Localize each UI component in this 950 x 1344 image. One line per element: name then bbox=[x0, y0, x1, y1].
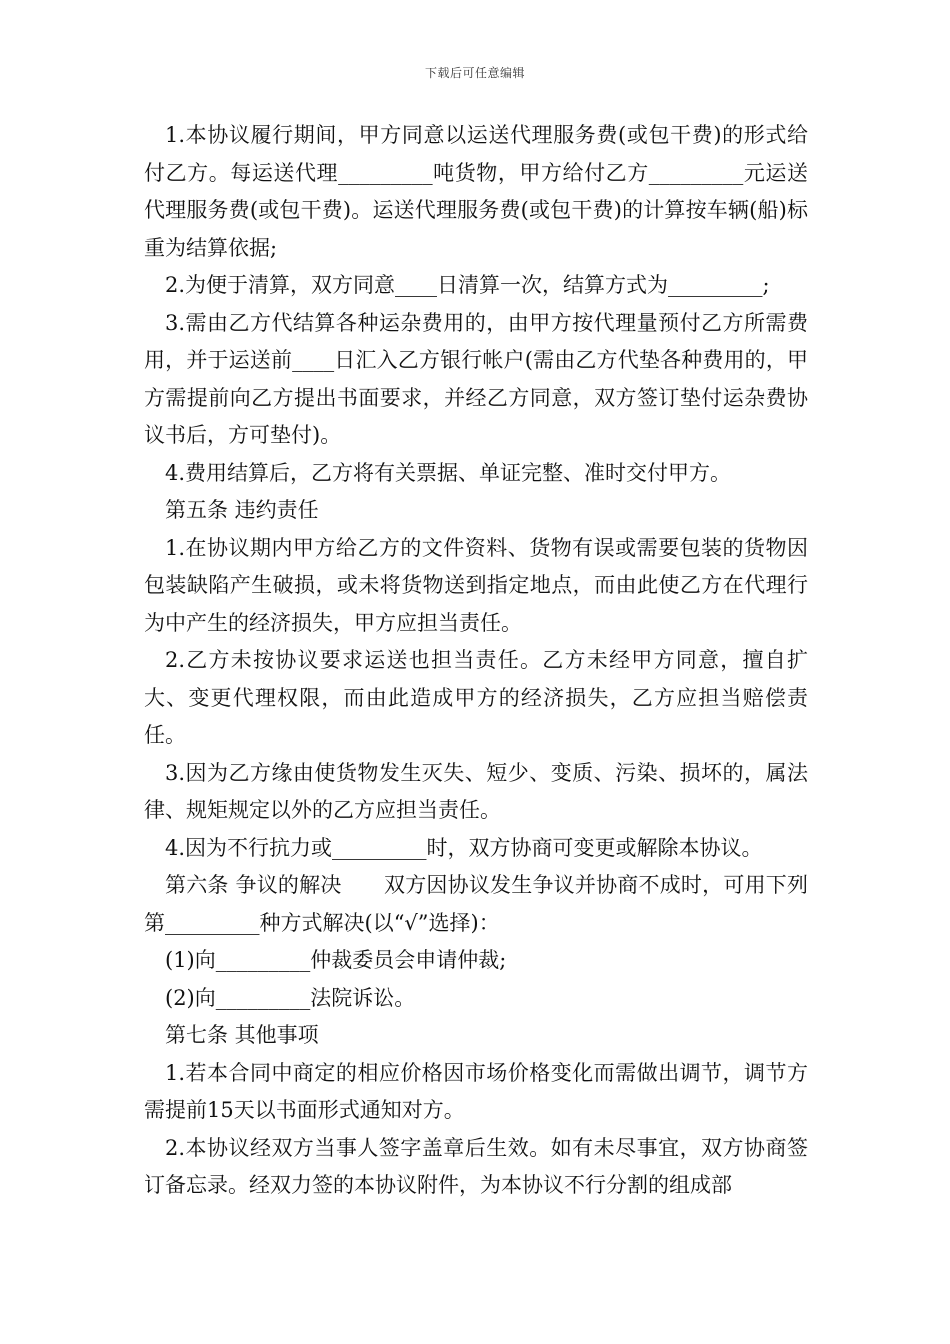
paragraph: 2.本协议经双方当事人签字盖章后生效。如有未尽事宜，双方协商签订备忘录。经双力签的本协议附件，为本协议不行分割的组成部 bbox=[144, 1135, 808, 1197]
section-heading-article-5: 第五条 违约责任 bbox=[165, 498, 319, 522]
paragraph: 1.本协议履行期间，甲方同意以运送代理服务费(或包干费)的形式给付乙方。每运送代理_________吨货物，甲方给付乙方_________元运送代理服务费(或包干费)。运送代理服务费(或包干费)的计算按车辆(船)标重为结算依据; bbox=[144, 123, 808, 260]
paragraph: 4.因为不行抗力或_________时，双方协商可变更或解除本协议。 bbox=[165, 835, 763, 860]
page-header: 下载后可任意编辑 bbox=[424, 66, 525, 80]
paragraph: 3.需由乙方代结算各种运杂费用的，由甲方按代理量预付乙方所需费用，并于运送前____日汇入乙方银行帐户(需由乙方代垫各种费用的，甲方需提前向乙方提出书面要求，并经乙方同意，双方签订垫付运杂费协议书后，方可垫付)。 bbox=[144, 310, 808, 447]
paragraph: 2.为便于清算，双方同意____日清算一次，结算方式为_________; bbox=[165, 273, 770, 297]
paragraph: 2.乙方未按协议要求运送也担当责任。乙方未经甲方同意，擅自扩大、变更代理权限，而由此造成甲方的经济损失，乙方应担当赔偿责任。 bbox=[144, 648, 808, 747]
section-heading-article-7: 第七条 其他事项 bbox=[165, 1023, 319, 1047]
section-heading-article-6: 第六条 争议的解决 双方因协议发生争议并协商不成时，可用下列第_________种方式解决(以“√”选择)： bbox=[144, 873, 808, 935]
paragraph: (2)向_________法院诉讼。 bbox=[165, 985, 416, 1010]
document-body bbox=[144, 117, 808, 1205]
paragraph: 1.若本合同中商定的相应价格因市场价格变化而需做出调节，调节方需提前15天以书面形式通知对方。 bbox=[144, 1060, 808, 1122]
paragraph: 1.在协议期内甲方给乙方的文件资料、货物有误或需要包装的货物因包装缺陷产生破损，或未将货物送到指定地点，而由此使乙方在代理行为中产生的经济损失，甲方应担当责任。 bbox=[144, 535, 808, 635]
paragraph: 3.因为乙方缘由使货物发生灭失、短少、变质、污染、损坏的，属法律、规矩规定以外的乙方应担当责任。 bbox=[144, 760, 808, 822]
paragraph: (1)向_________仲裁委员会申请仲裁; bbox=[165, 948, 507, 972]
paragraph: 4.费用结算后，乙方将有关票据、单证完整、准时交付甲方。 bbox=[165, 460, 732, 485]
